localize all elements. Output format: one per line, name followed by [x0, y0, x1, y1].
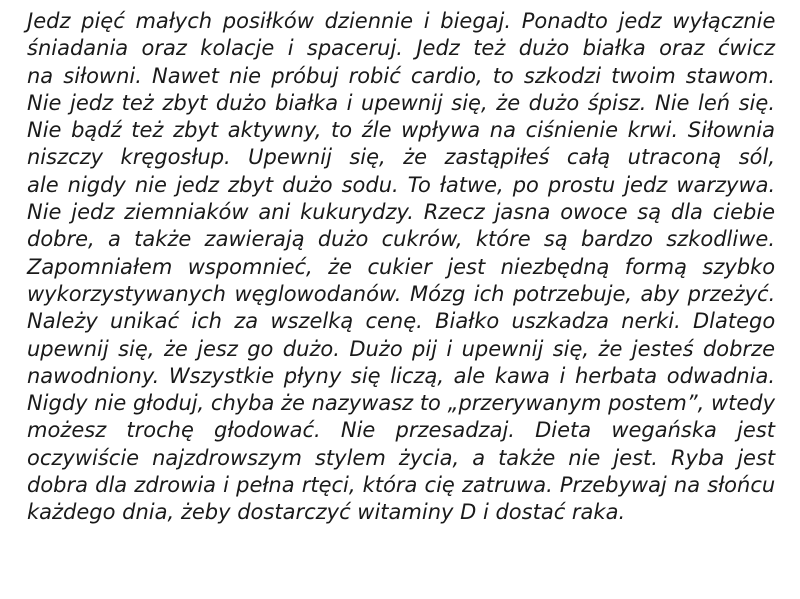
text-line-11: wykorzystywanych węglowodanów. Mózg ich potrzebuje, aby przeżyć. [27, 281, 776, 306]
text-line-18: dobra dla zdrowia i pełna rtęci, która cię zatruwa. Przebywaj na słońcu [27, 473, 776, 498]
text-line-3: na siłowni. Nawet nie próbuj robić cardio, to szkodzi twoim stawom. [27, 63, 775, 88]
text-line-16: możesz trochę głodować. Nie przesadzaj. Dieta wegańska jest [27, 418, 775, 443]
text-line-6: niszczy kręgosłup. Upewnij się, że zastąpiłeś całą utraconą sól, [27, 145, 775, 170]
text-line-17: oczywiście najzdrowszym stylem życia, a także nie jest. Ryba jest [27, 445, 776, 470]
text-line-10: Zapomniałem wspomnieć, że cukier jest niezbędną formą szybko [27, 254, 776, 279]
text-line-14: nawodniony. Wszystkie płyny się liczą, ale kawa i herbata odwadnia. [27, 363, 775, 388]
text-line-5: Nie bądź też zbyt aktywny, to źle wpływa na ciśnienie krwi. Siłownia [27, 118, 775, 143]
text-line-19: każdego dnia, żeby dostarczyć witaminy D i dostać raka. [27, 500, 626, 525]
text-line-7: ale nigdy nie jedz zbyt dużo sodu. To łatwe, po prostu jedz warzywa. [27, 172, 776, 197]
text-line-2: śniadania oraz kolacje i spaceruj. Jedz też dużo białka oraz ćwicz [27, 36, 775, 61]
text-line-12: Należy unikać ich za wszelką cenę. Białko uszkadza nerki. Dlatego [27, 309, 776, 334]
text-line-8: Nie jedz ziemniaków ani kukurydzy. Rzecz jasna owoce są dla ciebie [27, 200, 776, 225]
text-line-4: Nie jedz też zbyt dużo białka i upewnij się, że dużo śpisz. Nie leń się. [27, 90, 775, 115]
body-paragraph [27, 8, 775, 527]
text-line-13: upewnij się, że jesz go dużo. Dużo pij i upewnij się, że jesteś dobrze [27, 336, 775, 361]
text-line-1: Jedz pięć małych posiłków dziennie i biegaj. Ponadto jedz wyłącznie [27, 9, 776, 33]
text-line-9: dobre, a także zawierają dużo cukrów, które są bardzo szkodliwe. [27, 227, 775, 252]
text-line-15: Nigdy nie głoduj, chyba że nazywasz to „przerywanym postem”, wtedy [27, 391, 775, 416]
